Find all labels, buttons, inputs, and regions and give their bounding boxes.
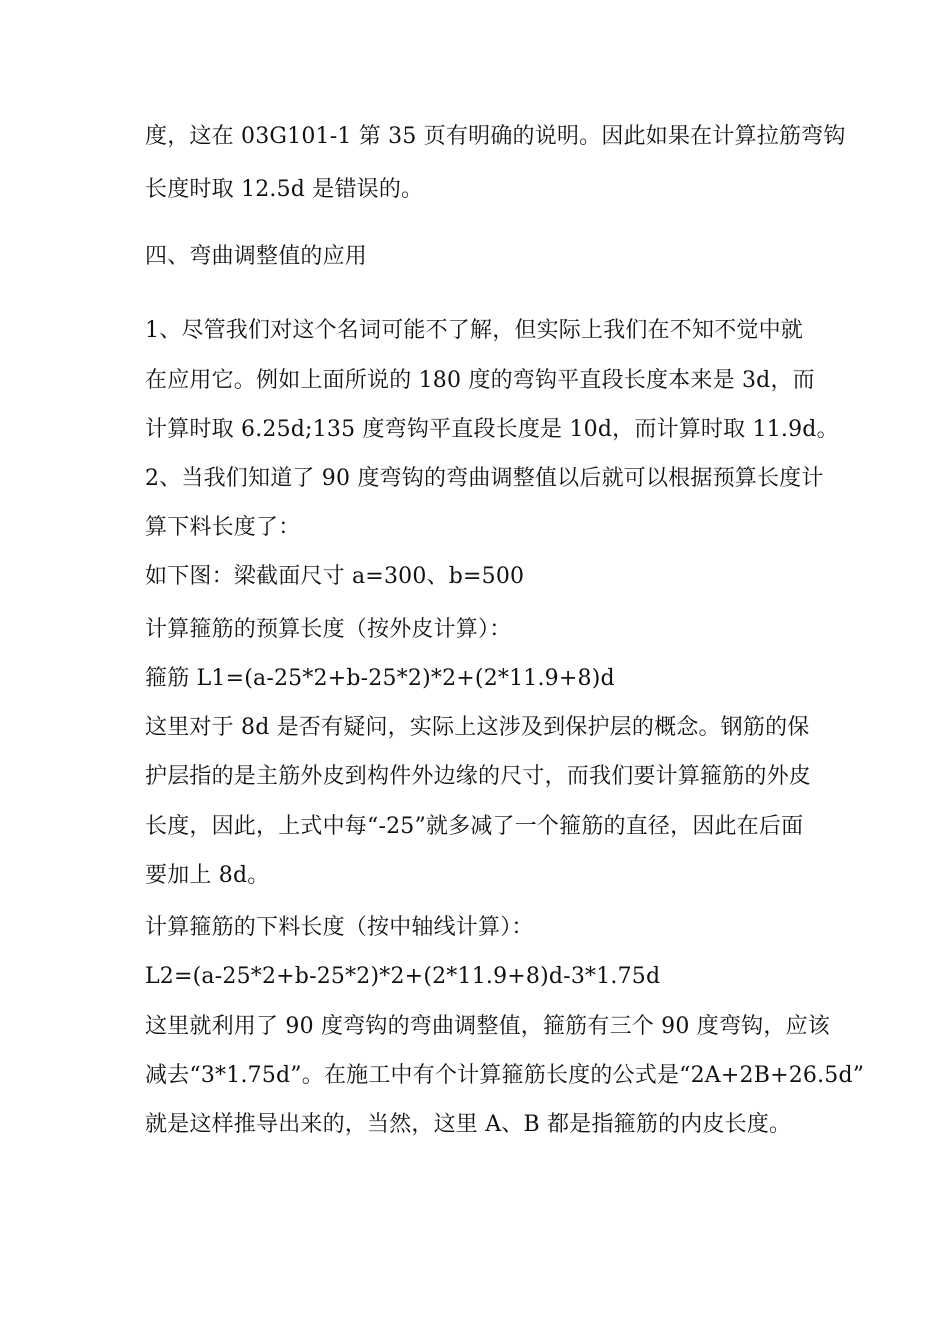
text-line-19: 减去“3*1.75d”。在施工中有个计算箍筋长度的公式是“2A+2B+26.5d” — [145, 1063, 865, 1088]
text-line-9: 如下图：梁截面尺寸 a=300、b=500 — [145, 564, 525, 589]
text-line-18: 这里就利用了 90 度弯钩的弯曲调整值，箍筋有三个 90 度弯钩，应该 — [145, 1014, 830, 1039]
text-line-2: 长度时取 12.5d 是错误的。 — [145, 177, 424, 202]
text-line-8: 算下料长度了： — [145, 515, 301, 540]
text-line-16: 计算箍筋的下料长度（按中轴线计算）： — [145, 915, 534, 940]
text-line-5: 在应用它。例如上面所说的 180 度的弯钩平直段长度本来是 3d，而 — [145, 368, 815, 393]
text-line-14: 长度，因此，上式中每“-25”就多减了一个箍筋的直径，因此在后面 — [145, 814, 804, 839]
text-line-6: 计算时取 6.25d;135 度弯钩平直段长度是 10d，而计算时取 11.9d。 — [145, 417, 839, 442]
formula-l2: L2=(a-25*2+b-25*2)*2+(2*11.9+8)d-3*1.75d — [145, 964, 661, 989]
text-line-4: 1、尽管我们对这个名词可能不了解，但实际上我们在不知不觉中就 — [145, 318, 803, 343]
text-line-1: 度，这在 03G101-1 第 35 页有明确的说明。因此如果在计算拉筋弯钩 — [145, 124, 846, 149]
text-line-12: 这里对于 8d 是否有疑问，实际上这涉及到保护层的概念。钢筋的保 — [145, 715, 810, 740]
text-line-7: 2、当我们知道了 90 度弯钩的弯曲调整值以后就可以根据预算长度计 — [145, 466, 824, 491]
text-line-20: 就是这样推导出来的，当然，这里 A、B 都是指箍筋的内皮长度。 — [145, 1112, 792, 1137]
section-heading: 四、弯曲调整值的应用 — [145, 244, 368, 269]
text-line-13: 护层指的是主筋外皮到构件外边缘的尺寸，而我们要计算箍筋的外皮 — [145, 764, 812, 789]
text-line-10: 计算箍筋的预算长度（按外皮计算）： — [145, 617, 512, 642]
formula-l1: 箍筋 L1=(a-25*2+b-25*2)*2+(2*11.9+8)d — [145, 666, 615, 691]
text-line-15: 要加上 8d。 — [145, 863, 270, 888]
